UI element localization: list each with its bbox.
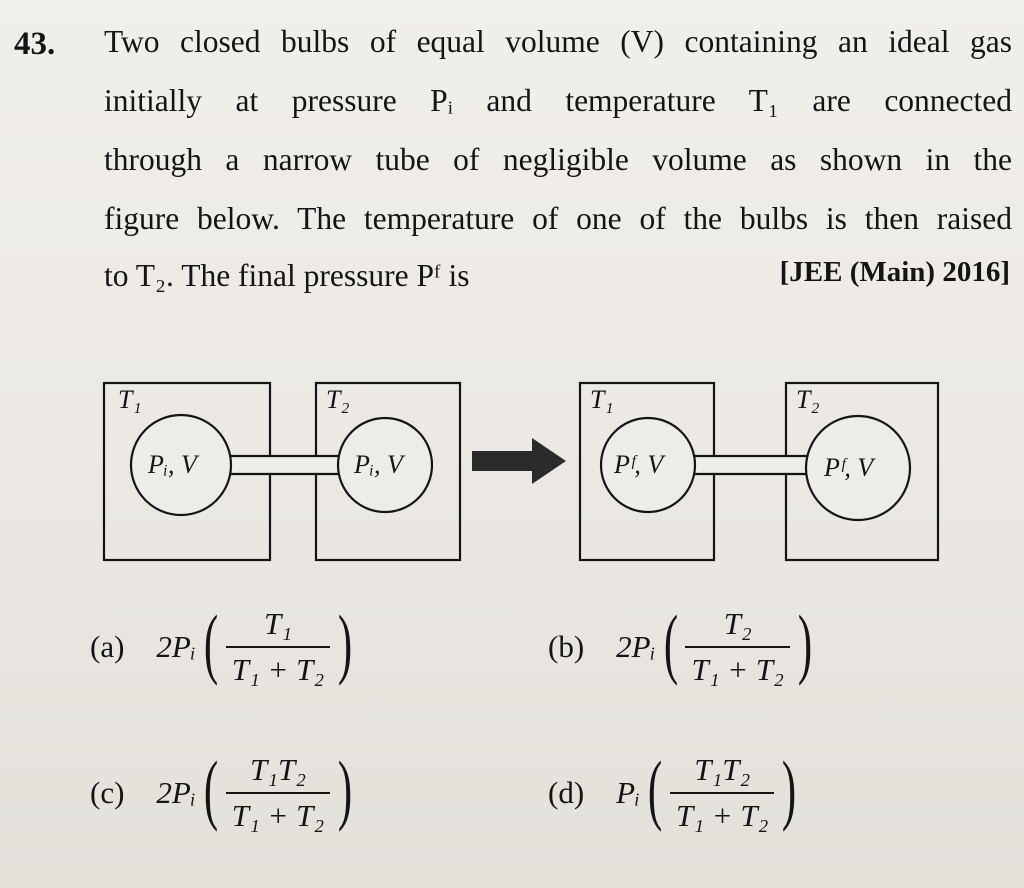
option-a[interactable]: (a) 2Pᵢ ( $\frac{\text{T₁}}{\text{T₁ + T₂}}$ ) [90, 599, 353, 687]
option-b-denominator: T₁ + T₂ [685, 646, 789, 688]
question-text-line-2: initially at pressure Pᵢ and temperature T₁ are connected [104, 83, 1012, 118]
question-text-line-3: through a narrow tube of negligible volume as shown in the [104, 142, 1012, 177]
before-left-bulb-label: Pᵢ, V [148, 450, 197, 479]
question-text-line-4: figure below. The temperature of one of the bulbs is then raised [104, 201, 1012, 236]
option-b-label: (b) [548, 629, 585, 664]
option-b-coefficient: 2Pᵢ [616, 629, 656, 664]
right-arrow-icon [472, 438, 566, 484]
option-c-coefficient: 2Pᵢ [156, 775, 196, 810]
option-c-denominator: T₁ + T₂ [226, 792, 330, 834]
option-b[interactable]: (b) 2Pᵢ ( $\frac{\text{T₂}}{\text{T₁ + T₂}}$ ) [548, 599, 813, 687]
option-a-label: (a) [90, 629, 125, 664]
option-d-coefficient: Pᵢ [616, 775, 640, 810]
option-d-fraction [670, 752, 774, 834]
option-a-denominator: T₁ + T₂ [226, 646, 330, 688]
option-b-fraction [685, 606, 789, 688]
question-text-line-5: to T₂. The final pressure Pᶠ is [104, 258, 470, 293]
exam-source: [JEE (Main) 2016] [779, 256, 1010, 288]
before-right-bulb-label: Pᵢ, V [354, 450, 403, 479]
option-d-label: (d) [548, 775, 585, 810]
after-left-temp-label: T₁ [590, 385, 614, 414]
before-right-temp-label: T₂ [326, 385, 350, 414]
option-d-numerator: T₁T₂ [694, 752, 751, 787]
after-right-temp-label: T₂ [796, 385, 820, 414]
option-c-label: (c) [90, 775, 125, 810]
option-d[interactable]: (d) Pᵢ ( $\frac{\text{T₁T₂}}{\text{T₁ + T₂}}$ ) [548, 745, 797, 833]
option-a-fraction [226, 606, 330, 688]
option-a-coefficient: 2Pᵢ [156, 629, 196, 664]
bulbs-figure [0, 360, 1024, 580]
question-number: 43. [14, 26, 56, 62]
option-c-fraction [226, 752, 330, 834]
question-text-line-1: Two closed bulbs of equal volume (V) containing an ideal gas [104, 24, 1012, 59]
option-b-numerator: T₂ [723, 606, 752, 641]
after-left-bulb-label: Pᶠ, V [614, 450, 664, 479]
option-d-denominator: T₁ + T₂ [670, 792, 774, 834]
option-c-numerator: T₁T₂ [249, 752, 306, 787]
before-left-temp-label: T₁ [118, 385, 142, 414]
option-c[interactable]: (c) 2Pᵢ ( $\frac{\text{T₁T₂}}{\text{T₁ + T₂}}$ ) [90, 745, 353, 833]
after-right-bulb-label: Pᶠ, V [824, 453, 874, 482]
option-a-numerator: T₁ [263, 606, 292, 641]
